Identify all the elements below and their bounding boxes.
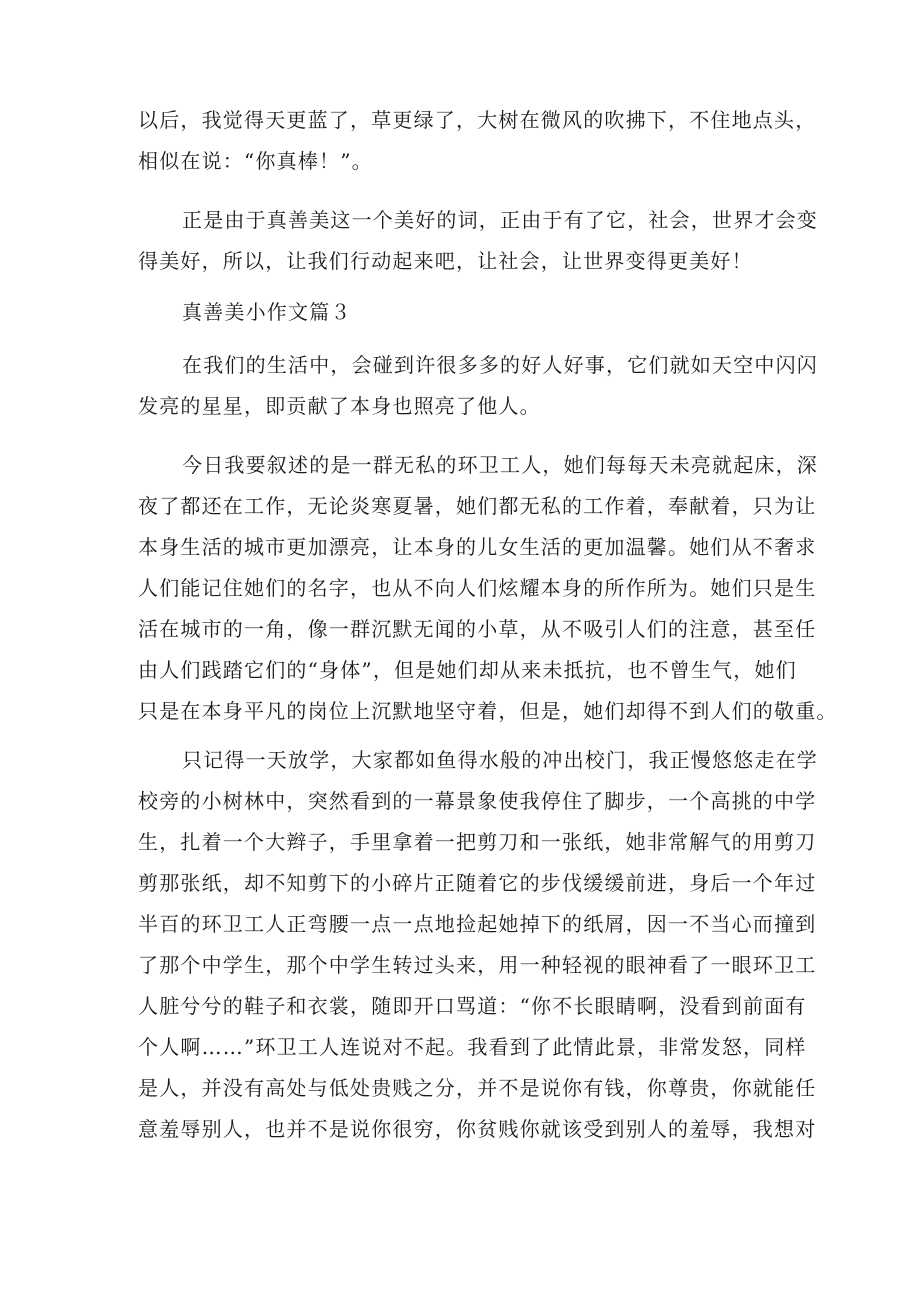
paragraph-continuation: [138, 100, 817, 182]
text-line: 只记得一天放学，大家都如鱼得水般的冲出校门，我正慢悠悠走在学: [182, 748, 818, 772]
paragraph-story: [138, 740, 818, 1150]
text-line: 人脏兮兮的鞋子和衣裳，随即开口骂道：“你不长眼睛啊，没看到前面有: [138, 994, 807, 1018]
text-line: 今日我要叙述的是一群无私的环卫工人，她们每每天未亮就起床，深: [182, 453, 818, 477]
text-line: 发亮的星星，即贡献了本身也照亮了他人。: [138, 394, 541, 418]
text-line: 只是在本身平凡的岗位上沉默地坚守着，但是，她们却得不到人们的敬重。: [138, 699, 838, 723]
text-line: 活在城市的一角，像一群沉默无闻的小草，从不吸引人们的注意，甚至任: [138, 617, 817, 641]
section-heading: [182, 292, 352, 333]
text-line: 是人，并没有高处与低处贵贱之分，并不是说你有钱，你尊贵，你就能任: [138, 1076, 817, 1100]
text-line: 本身生活的城市更加漂亮，让本身的儿女生活的更加温馨。她们从不奢求: [138, 535, 817, 559]
text-line: 在我们的生活中，会碰到许很多多的好人好事，它们就如天空中闪闪: [182, 353, 818, 377]
text-line: 生，扎着一个大辫子，手里拿着一把剪刀和一张纸，她非常解气的用剪刀: [138, 830, 817, 854]
text-line: 正是由于真善美这一个美好的词，正由于有了它，社会，世界才会变: [182, 208, 818, 232]
text-line: 剪那张纸，却不知剪下的小碎片正随着它的步伐缓缓前进，身后一个年过: [138, 871, 817, 895]
paragraph-sanitation-workers: [138, 445, 838, 732]
heading-text: 真善美小作文篇３: [182, 300, 352, 324]
text-line: 意羞辱别人，也并不是说你很穷，你贫贱你就该受到别人的羞辱，我想对: [138, 1117, 817, 1141]
text-line: 人们能记住她们的名字，也从不向人们炫耀本身的所作所为。她们只是生: [138, 576, 817, 600]
text-line: 以后，我觉得天更蓝了，草更绿了，大树在微风的吹拂下，不住地点头，: [138, 108, 817, 132]
paragraph-conclusion: [138, 200, 818, 282]
text-line: 得美好，所以，让我们行动起来吧，让社会，让世界变得更美好！: [138, 249, 753, 273]
text-line: 相似在说：“你真棒！”。: [138, 149, 373, 173]
text-line: 校旁的小树林中，突然看到的一幕景象使我停住了脚步，一个高挑的中学: [138, 789, 817, 813]
text-line: 夜了都还在工作，无论炎寒夏暑，她们都无私的工作着，奉献着，只为让: [138, 494, 817, 518]
text-line: 个人啊……”环卫工人连说对不起。我看到了此情此景，非常发怒，同样: [138, 1035, 807, 1059]
paragraph-intro: [138, 345, 818, 427]
text-line: 由人们践踏它们的“身体”，但是她们却从来未抵抗，也不曾生气，她们: [138, 658, 797, 682]
text-line: 了那个中学生，那个中学生转过头来，用一种轻视的眼神看了一眼环卫工: [138, 953, 817, 977]
text-line: 半百的环卫工人正弯腰一点一点地捡起她掉下的纸屑，因一不当心而撞到: [138, 912, 817, 936]
